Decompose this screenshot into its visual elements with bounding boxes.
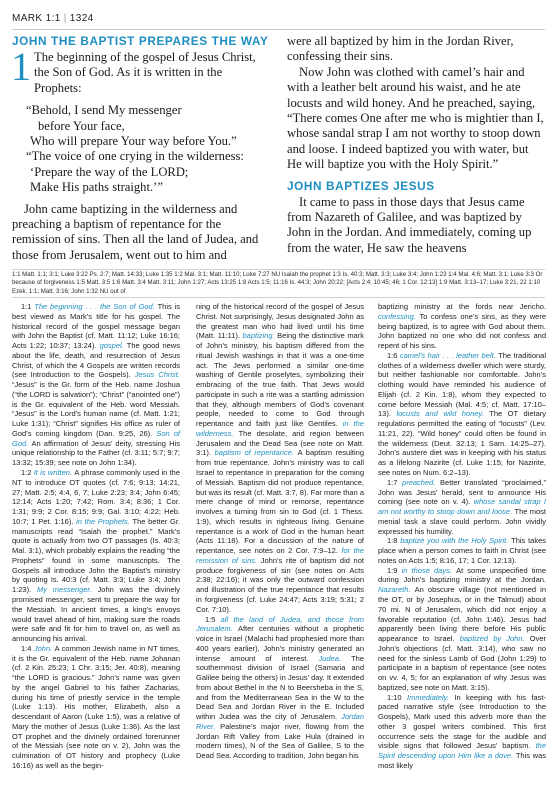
poetry-line: Who will prepare Your way before You.”: [30, 134, 237, 149]
study-note-lead: in the Prophets.: [76, 516, 133, 526]
study-note-text: A common Jewish name in NT times, it is the Gr. equivalent of the Heb. name Johanan (cf. 2 Kin. 25:23; 1 Chr. 3:15; Jer. 40:8), meaning “the LORD is gracious.” John’s name was given by the angel Gabriel to his father Zacharias, during his time of priestly service in the temple (Luke 1:13). His mother, Elizabeth, also a descendant of Aaron (Luke 1:5), was a relative of Mary the mother of Jesus (Luke 1:36). As the last OT prophet and the divinely ordained forerunner of the Messiah (see note on v. 2), John was the culmination of OT history and prophecy (Luke 16:16) as well as the begin-: [12, 643, 180, 770]
study-note: [12, 644, 180, 771]
scripture-paragraph-4: Now John was clothed with camel’s hair and with a leather belt around his waist, and he ate locusts and wild honey. And he preached, saying, “There comes One after me who is mightier than I, whose sandal strap I am not worthy to stoop down and loose. I indeed baptized you with water, but He will baptize you with the Holy Spirit.”: [287, 64, 544, 172]
study-note: [196, 615, 364, 761]
study-note-lead: Judea.: [318, 653, 352, 663]
study-note-lead: the Spirit descending upon Him like a dove.: [378, 741, 546, 761]
study-note-text: This was most likely: [378, 751, 547, 770]
study-note-text: John was the divinely promised messenger, sent to prepare the way for the Messiah. In ancient times, a king’s envoys would travel ahead of him, making sure the roads were safe and fit for him to travel on, as well as announcing his arrival.: [12, 585, 180, 644]
study-note-text: “Jesus” is the Gr. form of the Heb. name Joshua (“the LORD is salvation”); “Christ” (“anointed one”) is the Gr. equivalent of the Heb. word Messiah. “Jesus” is the Lord’s human name (cf. Matt. 1:21; Luke 1:31); “Christ” signifies His office as ruler of God’s coming kingdom (Dan. 9:25, 26).: [12, 380, 180, 438]
study-note-lead: baptize you with the Holy Spirit.: [400, 536, 512, 546]
study-note-text: In keeping with his fast-paced narrative style (see Introduction to the Gospels), Mark used this adverb more than the other 3 gospel writers combined. This first occurrence sets the stage for the audible and visible signs that followed Jesus’ baptism.: [378, 692, 546, 751]
cross-reference-rule: [12, 269, 545, 270]
study-note-lead: The beginning . . . the Son of God.: [34, 302, 158, 311]
study-note-lead: Jordan River.: [196, 712, 364, 731]
study-note-text: John’s rite of baptism did not produce forgiveness of sin (see notes on Acts 2:38; 22:16); it was only the outward confession and illustration of the true repentance that results in forgiveness (cf. Luke 24:47; Acts 3:19; 5:31; 2 Cor. 7:10).: [196, 555, 364, 614]
running-head: [12, 13, 94, 24]
study-note-lead: baptized by John.: [459, 634, 530, 644]
scripture-paragraph-2: John came baptizing in the wilderness and preaching a baptism of repentance for the remission of sins. Then all the land of Judea, and those from Jerusalem, went out to him and: [12, 201, 259, 262]
study-note-lead: Son of God.: [12, 428, 180, 448]
section-heading-john-baptist: JOHN THE BAPTIST PREPARES THE WAY: [12, 34, 269, 48]
poetry-line: ‘Prepare the way of the LORD;: [30, 164, 189, 179]
study-notes-rule: [12, 297, 545, 298]
study-note-label: 1:2: [21, 468, 34, 478]
study-note-lead: Jesus Christ.: [134, 370, 180, 380]
page-number: 1324: [69, 13, 94, 24]
running-head-separator: |: [63, 13, 67, 24]
scripture-paragraph-3: were all baptized by him in the Jordan River, confessing their sins.: [287, 34, 514, 64]
scripture-column-right: [287, 34, 545, 256]
study-note-text: An obscure village (not mentioned in the OT, or by Josephus, or in the Talmud) about 70 mi. N of Jerusalem, which did not enjoy a favorable reputation (cf. John 1:46). Jesus had apparently been living there before His public appearance to Israel.: [378, 585, 546, 644]
study-notes-column-1: [12, 302, 180, 771]
study-note-text: A baptism resulting from true repentance. John’s ministry was to call Israel to repentance in preparation for the coming of Messiah. Baptism did not produce repentance, but was its result (cf. Matt. 3:7, 8). Far more than a mere change of mind or remorse, repentance involves a turning from sin to God (cf. 1 Thess. 1:9), which results in righteous living. Genuine repentance is a work of God in the human heart (Acts 11:18). For a discussion of the nature of repentance, see notes on 2 Cor. 7:9–12.: [196, 448, 364, 556]
poetry-line: Make His paths straight.’”: [30, 180, 163, 195]
study-note: [196, 302, 364, 615]
study-note-text: Being the distinctive mark of John’s ministry, his baptism differed from the ritual Jewish washings in that it was a one-time act. The Jews performed a similar one-time washing of Gentile proselytes, symbolizing their embracing of the true faith. That Jews would participate in such a rite was a startling admission that they, although members of God’s covenant people, needed to come to God through repentance and faith just like Gentiles.: [196, 331, 364, 429]
study-note: [378, 302, 546, 351]
study-note-text: The good news about the life, death, and resurrection of Jesus Christ, of which the 4 Gospels are written records (see Introduction to the Gospels).: [12, 341, 180, 380]
study-note-text: The desolate, arid region between Jerusalem and the Dead Sea (see note on Matt. 3:1).: [196, 428, 364, 458]
study-note-text: After centuries without a prophetic voice in Israel (Malachi had prophesied more than 400 years earlier), John’s ministry generated an intense amount of interest.: [196, 624, 364, 663]
scripture-poetry: [12, 103, 272, 195]
study-note: [378, 536, 546, 565]
study-note-lead: whose sandal strap I am not worthy to stoop down and loose.: [378, 497, 547, 517]
study-note-label: 1:7: [387, 477, 403, 487]
study-note-lead: for the remission of sins.: [196, 546, 364, 565]
poetry-line: “Behold, I send My messenger: [26, 103, 182, 118]
study-note-lead: John.: [33, 643, 55, 653]
scripture-paragraph-5: It came to pass in those days that Jesus came from Nazareth of Galilee, and was baptized by John in the Jordan. And immediately, coming up from the water, He saw the heavens: [287, 194, 532, 255]
study-note-text: The OT dietary regulations permitted the eating of “locusts” (Lev. 11:21, 22). “Wild honey” could often be found in the wilderness (Deut. 32:13; 1 Sam. 14:25–27). John’s austere diet was in keeping with his status as a lifelong Nazirite (cf. Luke 1:15; for Nazirite, see notes on Num. 6:2–13).: [378, 409, 546, 478]
study-note-text: ning of the historical record of the gospel of Jesus Christ. Not surprisingly, Jesus designated John as the greatest man who had lived until his time (Matt. 11:11).: [196, 302, 364, 341]
study-note-text: This is best viewed as Mark’s title for his gospel. The historical record of the gospel message began with John the Baptist (cf. Matt. 11:12; Luke 16:16; Acts 1:22; 10:37; 13:24).: [12, 302, 180, 351]
study-note-label: 1:6: [387, 350, 400, 360]
chapter-number: 1: [11, 44, 31, 89]
study-note: [12, 302, 180, 468]
study-note-lead: Nazareth.: [378, 585, 415, 595]
study-note-lead: all the land of Judea, and those from Jerusalem.: [196, 614, 364, 634]
study-note-lead: in the wilderness.: [196, 419, 364, 438]
study-note-lead: baptism of repentance.: [214, 448, 298, 458]
study-note-label: 1:10: [387, 692, 407, 702]
study-note-lead: My messenger.: [37, 585, 98, 595]
study-note-text: Over John’s objections (cf. Matt. 3:14), who saw no need for the sinless Lamb of God (John 1:29) to participate in a baptism of repentance (see notes on vv. 4, 5; for an explanation of why Jesus was baptized, see note on Matt. 3:15).: [378, 634, 546, 692]
study-note-lead: baptizing.: [242, 331, 278, 341]
study-note: [378, 693, 546, 771]
study-note-label: 1:9: [387, 565, 402, 575]
study-note-label: 1:8: [387, 536, 401, 546]
study-note-label: 1:1: [21, 302, 35, 311]
study-note-lead: Immediately.: [407, 692, 455, 702]
study-note-text: This takes place when a person comes to faith in Christ (see notes on Acts 1:5; 8:16, 17; 1 Cor. 12:13).: [378, 536, 547, 565]
study-note-lead: in those days.: [401, 565, 457, 575]
top-rule: [12, 29, 545, 30]
study-note-text: A phrase commonly used in the NT to introduce OT quotes (cf. 7:6; 9:13; 14:21, 27; Matt. 2:5; 4:4, 6, 7; Luke 2:23; 3:4; John 6:45; 12:14; Acts 1:20; 7:42; Rom. 3:4; 8:36; 1 Cor. 1:31; 9:9; 2 Cor. 8:15; 9:9; Gal. 3:10; 4:22; Heb. 10:7; 1 Pet. 1:16).: [12, 468, 180, 526]
study-note-text: The traditional clothes of a wilderness dweller which were sturdy, but neither fashionable nor comfortable. John’s clothing would have reminded his audience of Elijah (cf. 2 Kin. 1:8), whom they expected to come before Messiah (Mal. 4:5; cf. Matt. 17:10–13).: [378, 350, 546, 419]
study-note-lead: locusts and wild honey.: [396, 409, 490, 419]
study-note-text: Better translated “proclaimed,” John was Jesus’ herald, sent to announce His coming (see note on v. 4).: [378, 477, 546, 507]
study-note-text: To confess one’s sins, as they were being baptized, is to agree with God about them. John baptized no one who did not confess and repent of his sins.: [378, 311, 547, 351]
running-head-ref: MARK 1:1: [12, 13, 61, 24]
study-note: [378, 566, 546, 693]
study-note-lead: camel’s hair . . . leather belt.: [399, 350, 499, 360]
study-note-text: Palestine’s major river, flowing from the Jordan Rift Valley from Lake Hula (drained in modern times), N of the Sea of Galilee, S to the Dead Sea. According to tradition, John began his: [196, 721, 364, 761]
study-note-text: An affirmation of Jesus’ deity, stressing His unique relationship to the Father (cf. 3:11; 5:7; 9:7; 13:32; 15:39; see note on John 1:34).: [12, 438, 180, 468]
cross-references: 1:1 Matt. 1:1; 3:1; Luke 3:22 Ps. 2:7; Matt. 14:33; Luke 1:35 1:2 Mal. 3:1; Matt. 11:10; Luke 7:27 NU Isaiah the prophet 1:3 Is. 40:3; Matt. 3:3; Luke 3:4; John 1:23 1:4 Mal. 4:6; Matt. 3:1; Luke 3:3 Or because of forgiveness 1:5 Matt. 3:5 1:6 Matt. 3:4 Matt. 3:11; John 1:27; Acts 13:25 1:8 Acts 1:5; 11:16 Is. 44:3; John 20:22; [Acts 2:4; 10:45; 46; 1 Cor. 12:13] 1:9 Matt. 3:13–17; Luke 3:21, 22 1:10 Ezek. 1:1; Matt. 3:16; John 1:32 NU out of: [12, 271, 543, 295]
study-note-lead: confessing.: [378, 311, 420, 321]
scripture-paragraph-1-text: The beginning of the gospel of Jesus Christ, the Son of God. As it is written in the Prophets:: [34, 50, 256, 95]
poetry-line: “The voice of one crying in the wilderness:: [26, 149, 244, 164]
study-note-lead: preached.: [402, 477, 441, 487]
scripture-paragraph-1: [11, 44, 272, 96]
study-note-text: The most menial task a slave could perform. John vividly expressed his humility.: [378, 507, 546, 536]
study-note-label: 1:4: [21, 643, 34, 653]
study-note-lead: It is written.: [33, 468, 75, 478]
study-note-text: baptizing ministry at the fords near Jericho.: [378, 302, 546, 311]
study-notes-column-3: [378, 302, 546, 771]
section-heading-john-baptizes-jesus: JOHN BAPTIZES JESUS: [287, 178, 435, 193]
study-note-lead: gospel.: [99, 341, 127, 351]
study-note-text: The better Gr. manuscripts read “Isaiah the prophet.” Mark’s quote is actually from two OT passages (Is. 40:3; Mal. 3:1), which probably explains the reading “the Prophets” found in some manuscripts. The Gospels all introduce John the Baptist’s ministry by quoting Is. 40:3 (cf. Matt. 3:3; Luke 3:4; John 1:23).: [12, 516, 180, 595]
study-note-text: At some unspecified time during John’s baptizing ministry at the Jordan.: [378, 565, 546, 585]
scripture-column-left: [12, 34, 272, 263]
study-note: [378, 351, 546, 478]
study-note: [378, 478, 546, 537]
study-notes-column-2: [196, 302, 364, 761]
study-note-label: 1:5: [205, 614, 221, 624]
study-note: [12, 468, 180, 644]
poetry-line: before Your face,: [38, 118, 125, 133]
study-note-text: The southernmost division of Israel (Samaria and Galilee being the others) in Jesus’ day. It extended from about Bethel in the N to Beersheba in the S, and from the Mediterranean Sea in the W to the Dead Sea and Jordan River in the E. Included within Judea was the city of Jerusalem.: [196, 653, 364, 722]
